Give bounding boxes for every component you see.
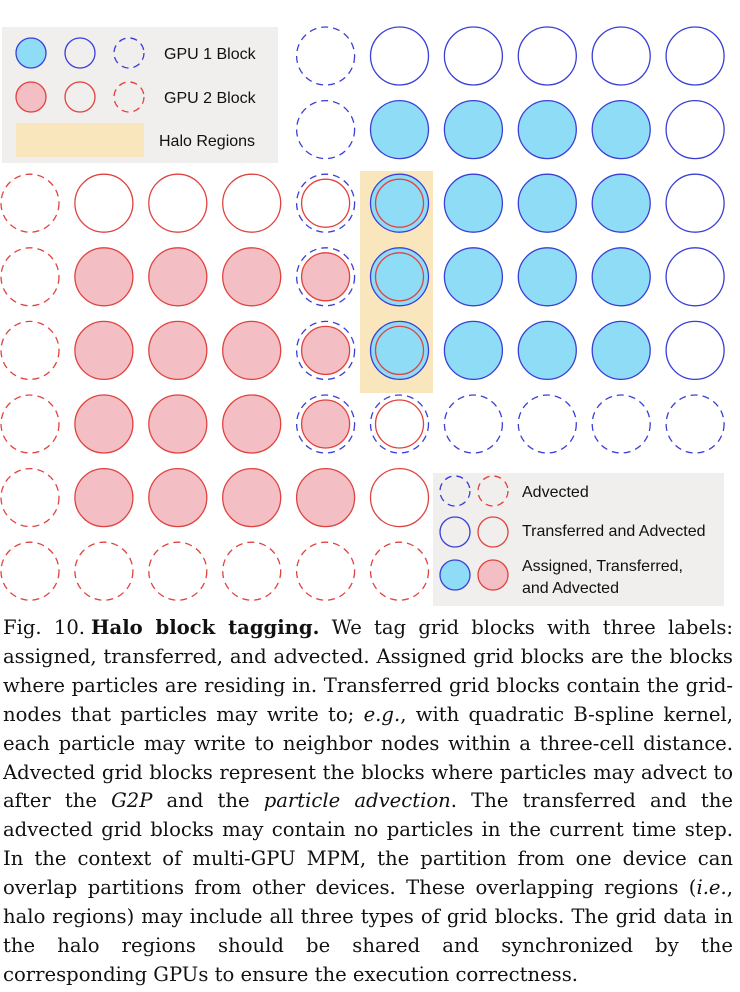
gpu1-transferred-block-r3-c9 [666,248,724,306]
caption-particle-advection: particle advection [263,789,451,813]
gpu1-assigned-block-r2-c7 [518,174,576,232]
caption-eg: e.g. [363,702,401,726]
caption-text-2: , with quadratic B-spline kernel, each particle may write to neighbor nodes within a three-cell distance. Advected grid blocks represent the blocks where particles may advect to after the [3,702,733,813]
figure-title: Halo block tagging. [91,616,320,639]
gpu2-advected-block-r4-c0 [1,321,59,379]
gpu2-assigned-block-r3-c4 [302,253,350,301]
gpu1-advected-block-r0-c4 [297,27,355,85]
gpu1-advected-block-r5-c5 [371,395,429,453]
gpu2-assigned-block-r3-c3 [223,248,281,306]
gpu1-assigned-block-r4-c7 [518,321,576,379]
gpu1-advected-block-r5-c6 [444,395,502,453]
gpu2-assigned-block-r6-c3 [223,469,281,527]
gpu2-advected-block-r6-c0 [1,469,59,527]
gpu1-assigned-block-r1-c7 [518,101,576,159]
legend-halo-label: Halo Regions [159,133,256,150]
gpu2-advected-block-r7-c3 [223,542,281,600]
gpu2-assigned-block-r5-c1 [75,395,133,453]
gpu1-assigned-block-r3-c8 [592,248,650,306]
gpu1-assigned-block-r2-c6 [444,174,502,232]
legend-gpu2-assigned-swatch [16,82,46,112]
gpu1-advected-block-r5-c7 [518,395,576,453]
gpu2-transferred-block-r2-c1 [75,174,133,232]
gpu1-assigned-block-r4-c8 [592,321,650,379]
gpu1-assigned-block-r2-c5 [371,174,429,232]
gpu2-assigned-block-r6-c4 [297,469,355,527]
legend-advected-label: Advected [522,484,589,501]
legend-gpu1-label: GPU 1 Block [164,46,256,63]
gpu2-transferred-block-r6-c5 [371,469,429,527]
legend-transferred-label: Transferred and Advected [522,523,706,540]
gpu1-assigned-block-r3-c5 [371,248,429,306]
gpu1-advected-block-r1-c4 [297,101,355,159]
gpu2-advected-block-r5-c0 [1,395,59,453]
gpu2-assigned-block-r5-c3 [223,395,281,453]
gpu2-assigned-block-r6-c1 [75,469,133,527]
gpu2-advected-block-r7-c2 [149,542,207,600]
gpu2-advected-block-r7-c5 [371,542,429,600]
gpu1-transferred-block-r0-c9 [666,27,724,85]
gpu2-advected-block-r7-c4 [297,542,355,600]
gpu2-transferred-block-r2-c3 [223,174,281,232]
gpu2-advected-block-r2-c0 [1,174,59,232]
gpu1-assigned-block-r2-c8 [592,174,650,232]
gpu2-advected-block-r7-c0 [1,542,59,600]
gpu1-assigned-block-r1-c6 [444,101,502,159]
legend-assigned-red-swatch [478,560,508,590]
gpu1-advected-block-r5-c9 [666,395,724,453]
gpu1-assigned-block-r3-c7 [518,248,576,306]
figure-number: Fig. 10. [3,616,86,639]
gpu1-transferred-block-r0-c6 [444,27,502,85]
gpu2-assigned-block-r4-c1 [75,321,133,379]
figure-caption [3,614,733,990]
gpu1-advected-block-r2-c4 [297,174,355,232]
legend-gpu2-label: GPU 2 Block [164,90,256,107]
gpu2-transferred-block-r2-c4 [302,179,350,227]
gpu1-transferred-block-r1-c9 [666,101,724,159]
gpu1-assigned-block-r1-c8 [592,101,650,159]
caption-text-1: We tag grid blocks with three labels: assigned, transferred, and advected. Assigned grid blocks are the blocks where particles are residing in. Transferred grid blocks contain the grid-nodes that particles may write to; [3,616,733,726]
caption-g2p: G2P [111,789,153,813]
gpu2-assigned-block-r4-c2 [149,321,207,379]
gpu2-assigned-block-r4-c4 [302,326,350,374]
gpu2-assigned-block-r6-c2 [149,469,207,527]
legend-assigned-label-line2: and Advected [522,580,619,597]
gpu2-assigned-block-r5-c4 [302,400,350,448]
legend-gpu1-assigned-swatch [16,38,46,68]
legend-halo-swatch [16,123,144,157]
gpu1-transferred-block-r4-c9 [666,321,724,379]
gpu1-advected-block-r5-c8 [592,395,650,453]
gpu2-advected-block-r3-c0 [1,248,59,306]
caption-text-5: , halo regions) may include all three types of grid blocks. The grid data in the halo regions should be shared and synchronized by the corresponding GPUs to ensure the execution correctness. [3,876,733,986]
gpu1-assigned-block-r3-c6 [444,248,502,306]
gpu1-transferred-block-r2-c9 [666,174,724,232]
gpu1-assigned-block-r4-c5 [371,321,429,379]
gpu2-transferred-block-r5-c5 [376,400,424,448]
gpu1-assigned-block-r1-c5 [371,101,429,159]
gpu2-assigned-block-r3-c2 [149,248,207,306]
caption-text-4: . The transferred and the advected grid blocks may contain no particles in the current time step. In the context of multi-GPU MPM, the partition from one device can overlap partitions from other devices. These overlapping regions ( [3,789,734,900]
caption-text-3: and the [152,789,264,813]
caption-ie: i.e. [696,876,727,900]
gpu1-transferred-block-r0-c7 [518,27,576,85]
gpu1-transferred-block-r0-c5 [371,27,429,85]
gpu2-assigned-block-r3-c1 [75,248,133,306]
gpu2-transferred-block-r2-c2 [149,174,207,232]
gpu1-transferred-block-r0-c8 [592,27,650,85]
gpu2-assigned-block-r5-c2 [149,395,207,453]
gpu2-assigned-block-r4-c3 [223,321,281,379]
gpu2-advected-block-r7-c1 [75,542,133,600]
legend-assigned-blue-swatch [440,560,470,590]
gpu1-assigned-block-r4-c6 [444,321,502,379]
legend-assigned-label-line1: Assigned, Transferred, [522,558,683,575]
